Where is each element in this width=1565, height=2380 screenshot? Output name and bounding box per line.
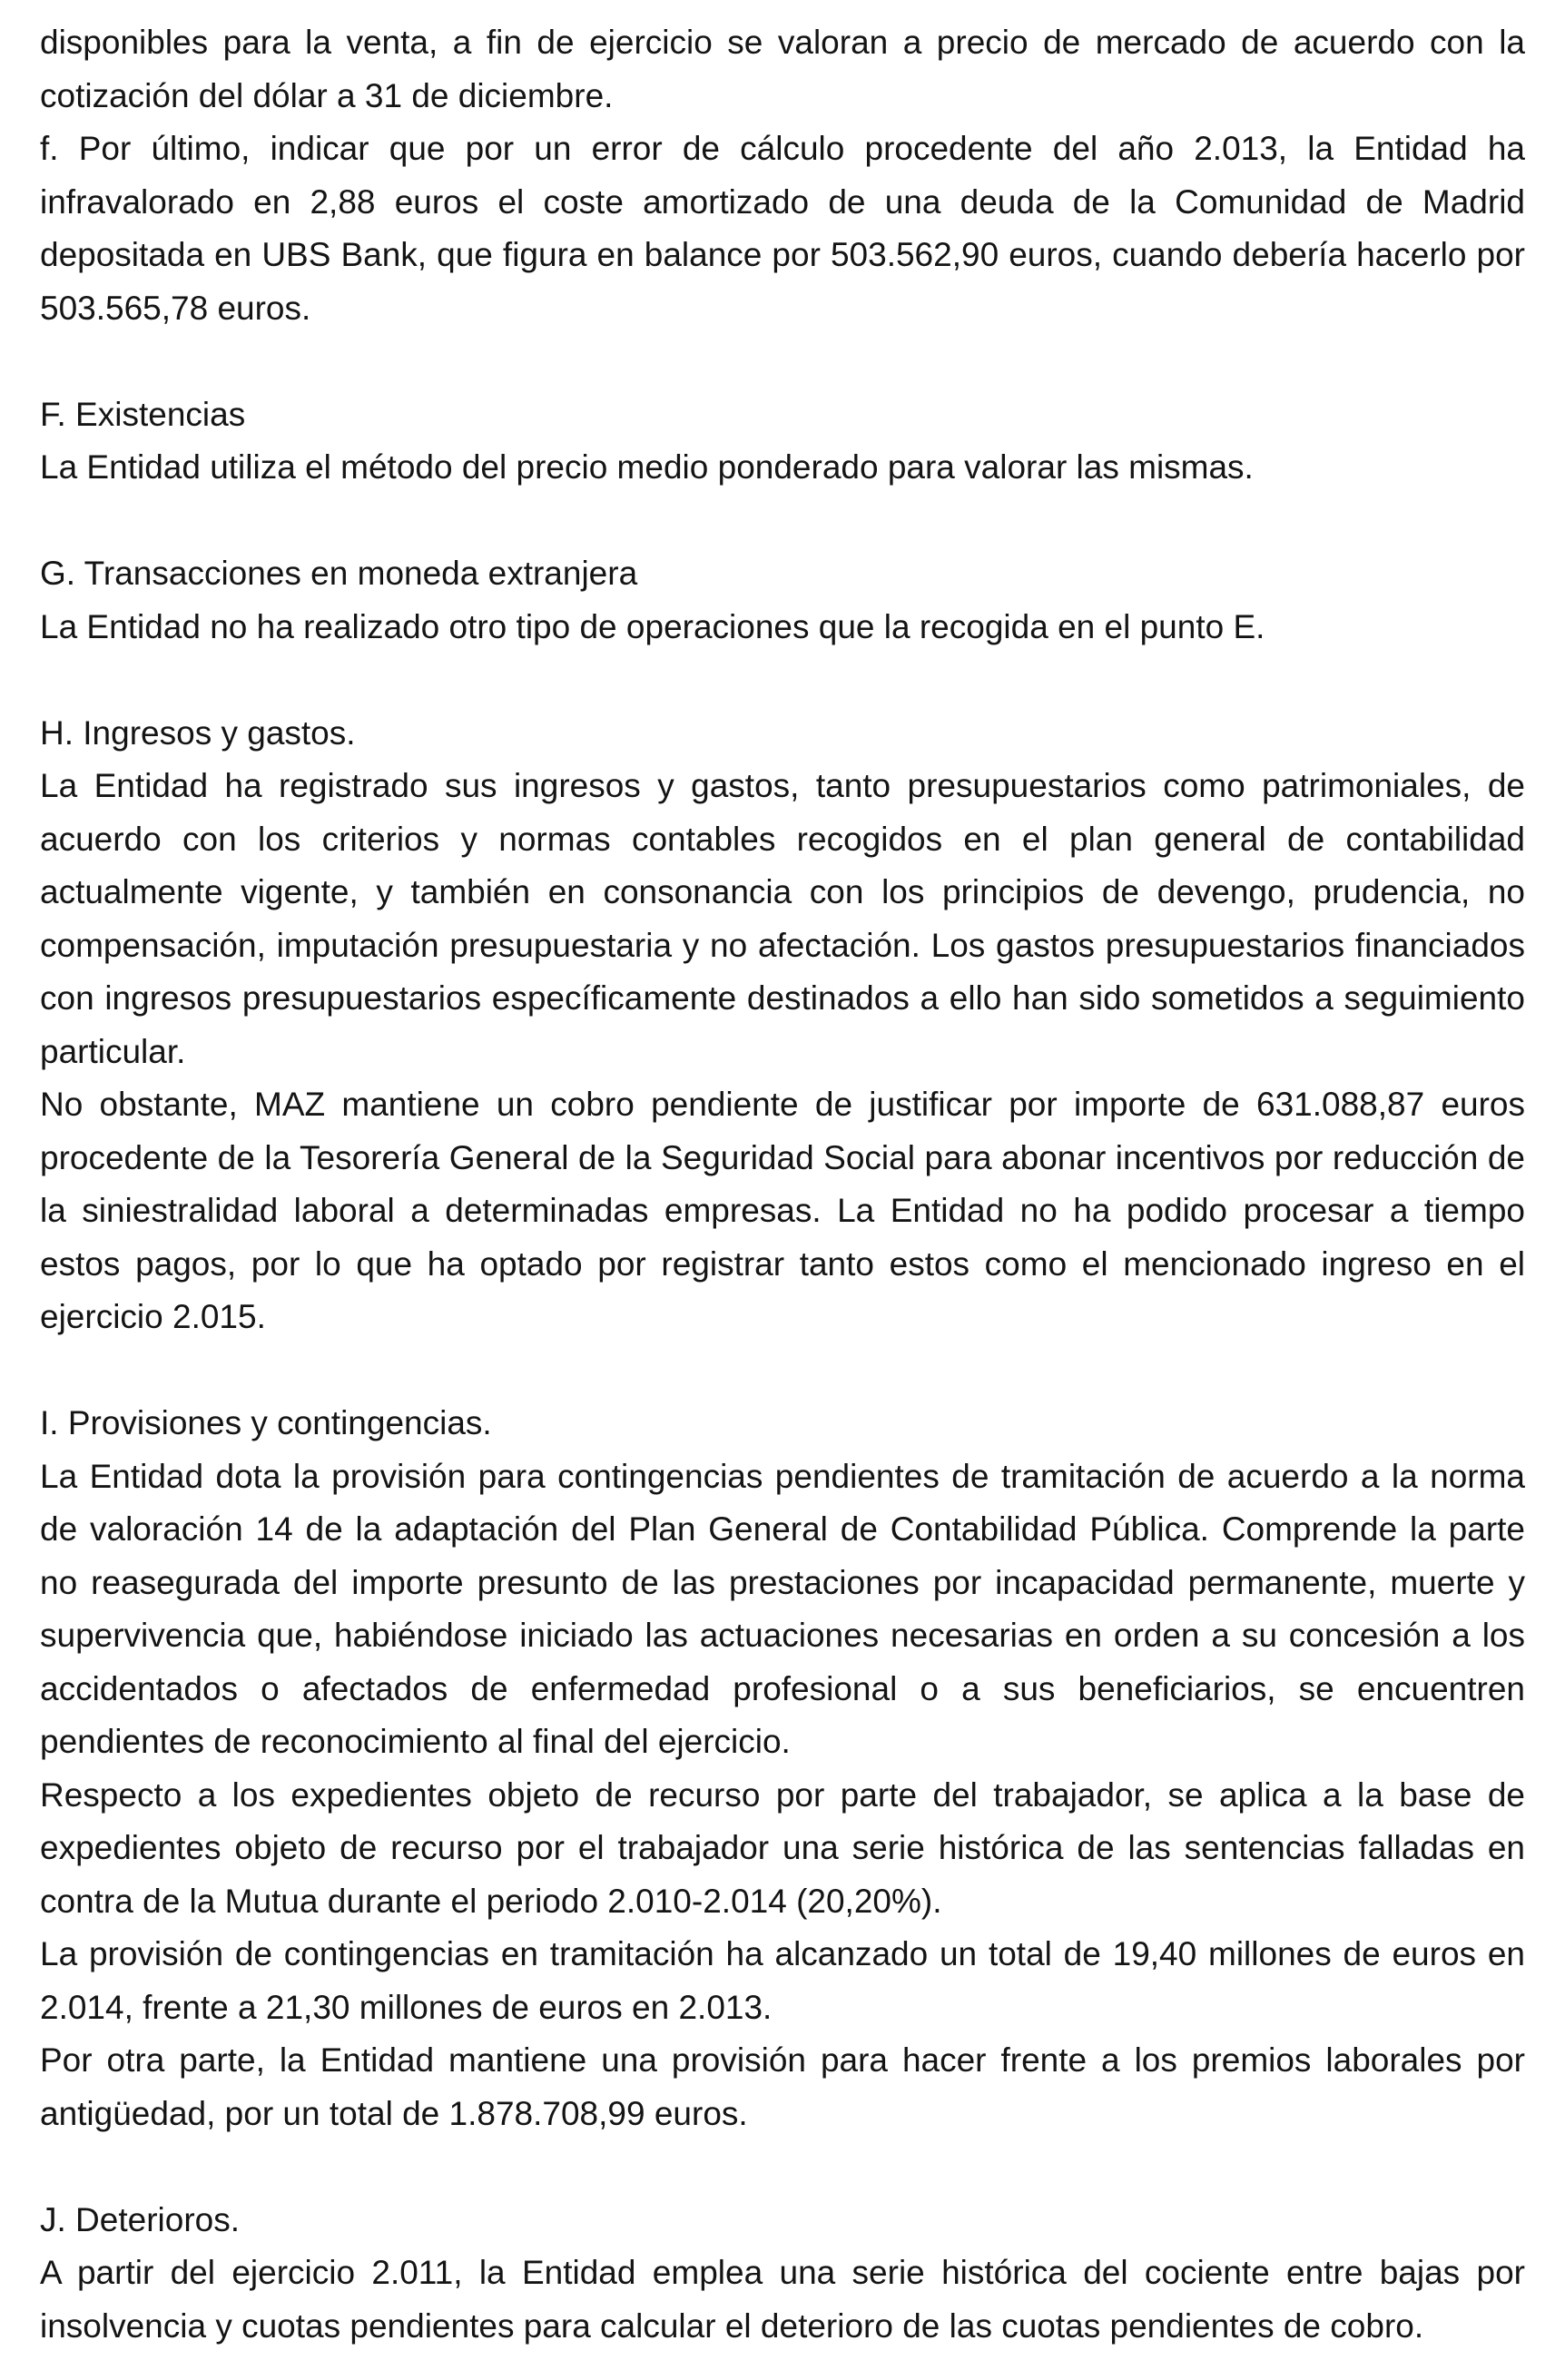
- section-transacciones-moneda-extranjera: [40, 547, 1525, 654]
- section-paragraph: A partir del ejercicio 2.011, la Entidad emplea una serie histórica del cociente entre bajas por insolvencia y cuotas pendientes para calcular el deterioro de las cuotas pendientes de cobro.: [40, 2254, 1525, 2345]
- section-heading: F. Existencias: [40, 395, 246, 433]
- document-page: [40, 16, 1525, 2353]
- paragraph-continuation: disponibles para la venta, a fin de ejercicio se valoran a precio de mercado de acuerdo con la cotización del dólar a 31 de diciembre.: [40, 24, 1525, 114]
- section-deterioros: [40, 2194, 1525, 2354]
- section-heading: J. Deterioros.: [40, 2200, 241, 2238]
- section-paragraph: La Entidad dota la provisión para contingencias pendientes de tramitación de acuerdo a la norma de valoración 14 de la adaptación del Plan General de Contabilidad Pública. Comprende la parte no reasegurada del importe presunto de las prestaciones por incapacidad permanente, muerte y supervivencia que, habiéndose iniciado las actuaciones necesarias en orden a su concesión a los accidentados o afectados de enfermedad profesional o a sus beneficiarios, se encuentren pendientes de reconocimiento al final del ejercicio.: [40, 1457, 1525, 1760]
- spacer: [40, 2140, 1525, 2194]
- section-ingresos-gastos: [40, 707, 1525, 1344]
- section-paragraph: La provisión de contingencias en tramitación ha alcanzado un total de 19,40 millones de euros en 2.014, frente a 21,30 millones de euros en 2.013.: [40, 1935, 1525, 2026]
- spacer: [40, 1344, 1525, 1398]
- spacer: [40, 495, 1525, 548]
- section-heading: G. Transacciones en moneda extranjera: [40, 555, 638, 592]
- section-existencias: [40, 388, 1525, 495]
- section-paragraph: La Entidad no ha realizado otro tipo de operaciones que la recogida en el punto E.: [40, 607, 1265, 645]
- section-paragraph: No obstante, MAZ mantiene un cobro pendiente de justificar por importe de 631.088,87 euros procedente de la Tesorería General de la Seguridad Social para abonar incentivos por reducción de la siniestralidad laboral a determinadas empresas. La Entidad no ha podido procesar a tiempo estos pagos, por lo que ha optado por registrar tanto estos como el mencionado ingreso en el ejercicio 2.015.: [40, 1086, 1525, 1335]
- spacer: [40, 654, 1525, 707]
- section-paragraph: La Entidad ha registrado sus ingresos y gastos, tanto presupuestarios como patrimoniales, de acuerdo con los criterios y normas contables recogidos en el plan general de contabilidad actualmente vigente, y también en consonancia con los principios de devengo, prudencia, no compensación, imputación presupuestaria y no afectación. Los gastos presupuestarios financiados con ingresos presupuestarios específicamente destinados a ello han sido sometidos a seguimiento particular.: [40, 767, 1525, 1070]
- section-paragraph: Respecto a los expedientes objeto de recurso por parte del trabajador, se aplica a la base de expedientes objeto de recurso por el trabajador una serie histórica de las sentencias falladas en contra de la Mutua durante el periodo 2.010-2.014 (20,20%).: [40, 1775, 1525, 1920]
- section-heading: H. Ingresos y gastos.: [40, 713, 356, 752]
- section-provisiones-contingencias: [40, 1397, 1525, 2140]
- paragraph-note-f: f. Por último, indicar que por un error de cálculo procedente del año 2.013, la Entidad ha infravalorado en 2,88 euros el coste amortizado de una deuda de la Comunidad de Madrid depositada en UBS Bank, que figura en balance por 503.562,90 euros, cuando debería hacerlo por 503.565,78 euros.: [40, 130, 1525, 327]
- section-paragraph: La Entidad utiliza el método del precio medio ponderado para valorar las mismas.: [40, 448, 1254, 486]
- section-heading: I. Provisiones y contingencias.: [40, 1404, 492, 1441]
- section-paragraph: Por otra parte, la Entidad mantiene una provisión para hacer frente a los premios laborales por antigüedad, por un total de 1.878.708,99 euros.: [40, 2041, 1525, 2132]
- spacer: [40, 335, 1525, 388]
